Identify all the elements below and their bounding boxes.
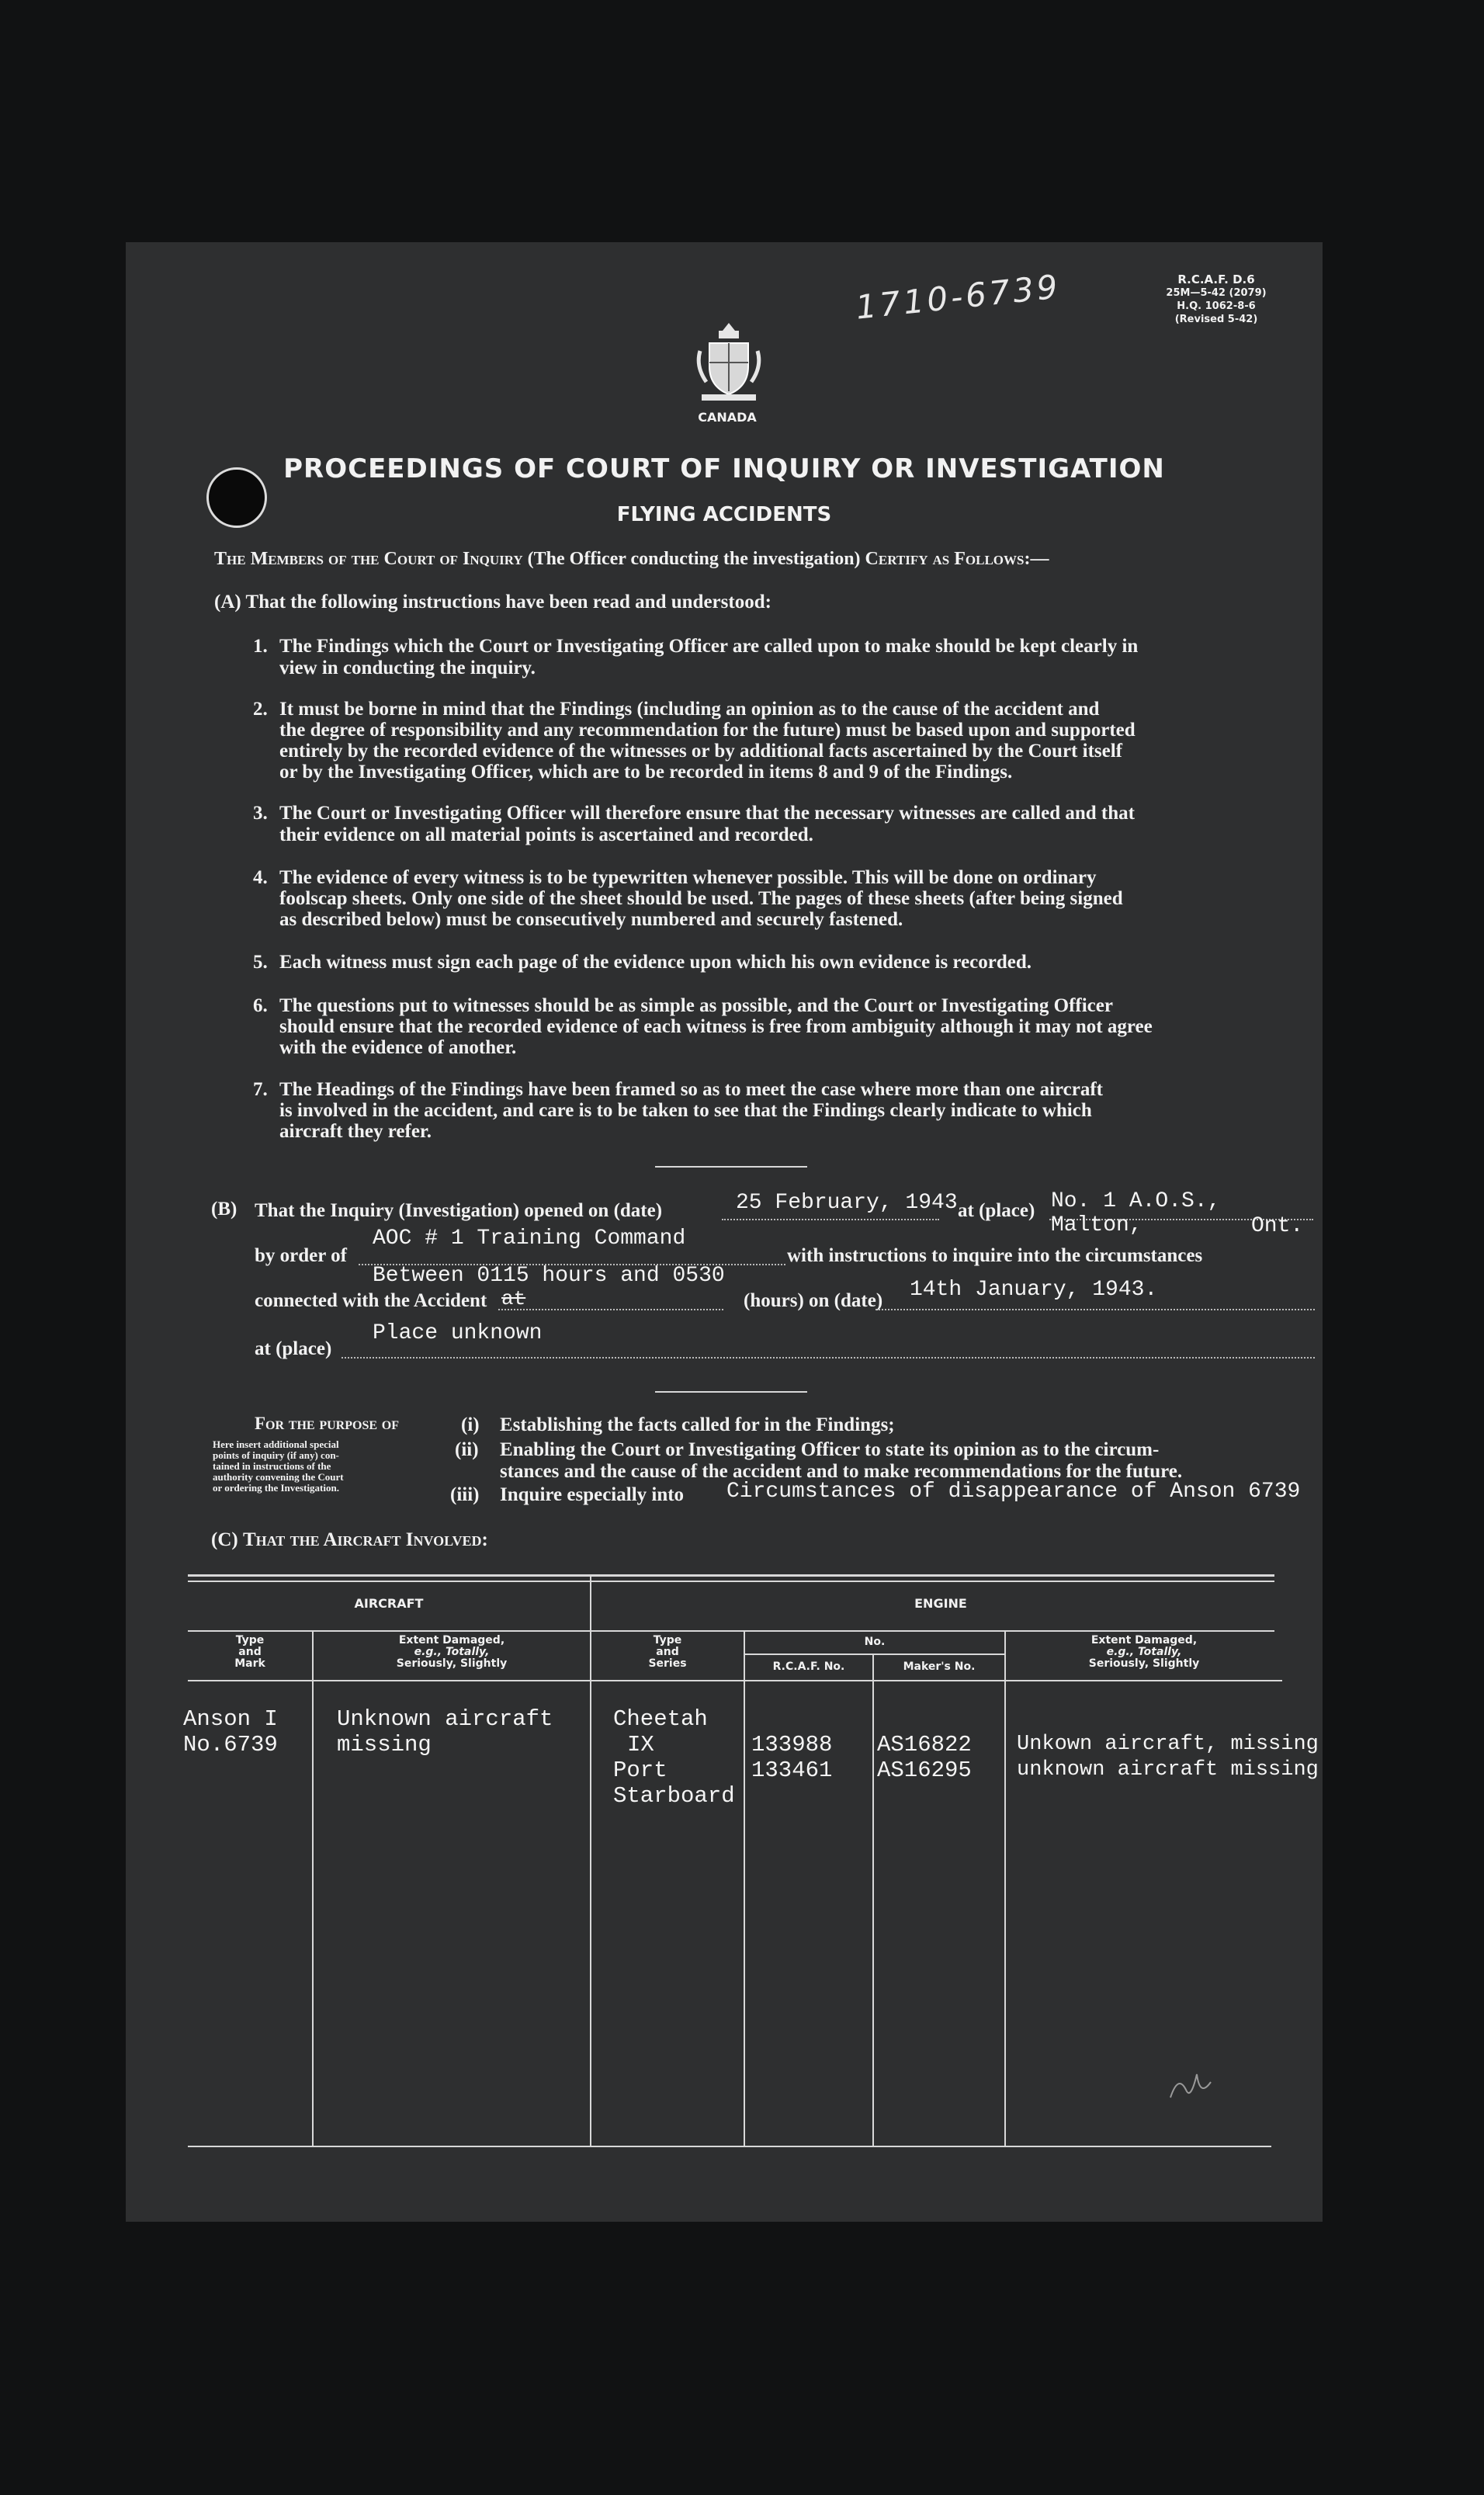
form-title: PROCEEDINGS OF COURT OF INQUIRY OR INVESTIGATION <box>283 453 1165 484</box>
instruction-text <box>279 995 1281 1058</box>
header-line: Extent Damaged, <box>398 1634 505 1647</box>
table-bottom-rule <box>188 2146 1271 2147</box>
instruction-number: 7. <box>253 1079 268 1100</box>
divider <box>655 1166 807 1168</box>
crest-label: CANADA <box>698 410 757 425</box>
col-divider <box>872 1654 874 2146</box>
form-sheet <box>126 242 1323 2222</box>
header-makers-no: Maker's No. <box>903 1660 976 1673</box>
header-engine-type <box>591 1635 744 1670</box>
instruction-number: 5. <box>253 952 268 973</box>
handwritten-mark <box>1163 2051 1225 2113</box>
col-divider <box>1004 1630 1006 2146</box>
section-b-marker: (B) <box>211 1199 238 1220</box>
no-rule <box>745 1654 1004 1655</box>
purpose-item-3: Inquire especially into <box>500 1484 685 1505</box>
table-top-rule <box>188 1574 1274 1577</box>
form-code-line: 25M—5-42 (2079) <box>1166 287 1267 299</box>
cell-line: Port <box>613 1758 667 1783</box>
cell-line: AS16295 <box>877 1758 972 1783</box>
instruction-text <box>279 636 1281 679</box>
group-rule <box>188 1630 1274 1632</box>
instruction-text <box>279 803 1281 846</box>
date-field-line <box>722 1219 939 1220</box>
header-line: Extent Damaged, <box>1090 1634 1198 1647</box>
note-line: tained in instructions of the <box>213 1460 331 1472</box>
col-divider <box>744 1630 745 2146</box>
place-label: at (place) <box>958 1200 1035 1221</box>
purpose-item-3-typed: Circumstances of disappearance of Anson 6739 <box>726 1480 1301 1504</box>
instruction-line: The Headings of the Findings have been framed so as to meet the case where more than one aircraft <box>279 1079 1103 1100</box>
instruction-line: foolscap sheets. Only one side of the sheet should be used. The pages of these sheets (after being signed <box>279 888 1123 909</box>
cell-aircraft-type <box>183 1706 278 1758</box>
header-line: Type <box>653 1634 682 1647</box>
opened-date-value: 25 February, 1943 <box>736 1191 958 1215</box>
certify-lead: The Members of the Court of Inquiry <box>214 549 523 569</box>
header-line: e.g., Totally, <box>1106 1646 1182 1658</box>
instruction-number: 4. <box>253 867 268 888</box>
order-label: by order of <box>255 1245 347 1266</box>
hours-value: Between 0115 hours and 0530 <box>373 1264 725 1288</box>
certify-tail: Certify as Follows:— <box>865 549 1049 569</box>
at-place-value: Place unknown <box>373 1321 543 1345</box>
form-subtitle: FLYING ACCIDENTS <box>616 503 832 526</box>
place-value: No. 1 A.O.S., Malton, <box>1051 1189 1221 1237</box>
purpose-item-2-cont: stances and the cause of the accident and to make recommendations for the future. <box>500 1461 1183 1482</box>
group-engine: ENGINE <box>914 1596 967 1611</box>
purpose-item-1: Establishing the facts called for in the Findings; <box>500 1414 895 1435</box>
group-aircraft: AIRCRAFT <box>354 1596 424 1611</box>
certify-middle: (The Officer conducting the investigation) <box>522 549 865 569</box>
scribble-icon <box>1163 2051 1225 2113</box>
cell-line: Anson I <box>183 1706 278 1732</box>
order-value: AOC # 1 Training Command <box>373 1227 686 1251</box>
purpose-item-3-number: (iii) <box>450 1484 480 1505</box>
instruction-line: It must be borne in mind that the Findings (including an opinion as to the cause of the accident and <box>279 699 1100 720</box>
handwritten-file-number: 1710-6739 <box>854 267 1063 327</box>
table-top-rule-2 <box>188 1581 1274 1582</box>
instruction-line: Each witness must sign each page of the evidence upon which his own evidence is recorded. <box>279 952 1032 973</box>
note-line: points of inquiry (if any) con- <box>213 1449 339 1461</box>
cell-line: missing <box>337 1732 432 1758</box>
header-line: Seriously, Slightly <box>396 1657 508 1670</box>
instruction-line: as described below) must be consecutively numbered and securely fastened. <box>279 909 903 930</box>
instruction-line: the degree of responsibility and any recommendation for the future) must be based upon and supported <box>279 720 1136 741</box>
header-engine-no: No. <box>864 1636 886 1648</box>
opened-label: That the Inquiry (Investigation) opened on (date) <box>255 1200 663 1221</box>
header-engine-damage <box>1006 1635 1282 1670</box>
cell-engine-damage <box>1017 1732 1319 1783</box>
instruction-line: view in conducting the inquiry. <box>279 658 536 678</box>
section-a-text: That the following instructions have been read and understood: <box>245 592 771 612</box>
form-code-line: R.C.A.F. D.6 <box>1177 272 1255 286</box>
cell-aircraft-damage <box>337 1706 553 1758</box>
section-c-marker: (C) <box>211 1529 238 1550</box>
cell-line: No.6739 <box>183 1732 278 1758</box>
header-aircraft-damage <box>314 1635 590 1670</box>
purpose-heading: For the purpose of <box>255 1414 399 1433</box>
cell-line: AS16822 <box>877 1732 972 1758</box>
instruction-text <box>279 952 1281 973</box>
hours-field-line <box>498 1309 723 1310</box>
purpose-item-1-number: (i) <box>461 1414 480 1435</box>
cell-makers-no <box>877 1732 972 1783</box>
header-aircraft-type <box>188 1635 312 1670</box>
form-code <box>1142 273 1290 326</box>
cell-line: 133988 <box>751 1732 833 1758</box>
header-line: e.g., Totally, <box>414 1646 490 1658</box>
accident-date-value: 14th January, 1943. <box>910 1278 1158 1302</box>
instruction-number: 6. <box>253 995 268 1016</box>
cell-line: Cheetah <box>613 1706 708 1732</box>
cell-engine-type <box>613 1706 735 1809</box>
note-line: Here insert additional special <box>213 1438 339 1450</box>
cell-line: Unkown aircraft, missing <box>1017 1733 1319 1756</box>
header-line: and <box>656 1646 679 1658</box>
section-a-marker: (A) <box>214 592 241 612</box>
instruction-line: The evidence of every witness is to be typewritten whenever possible. This will be done on ordinary <box>279 867 1097 888</box>
place-value-2: Ont. <box>1251 1214 1304 1238</box>
crest-icon <box>694 320 764 405</box>
purpose-item-2: Enabling the Court or Investigating Officer to state its opinion as to the circum- <box>500 1439 1160 1460</box>
header-rule <box>188 1680 1282 1681</box>
instruction-text <box>279 1079 1281 1142</box>
canada-crest <box>694 320 764 405</box>
instruction-line: The Court or Investigating Officer will therefore ensure that the necessary witnesses are called and that <box>279 803 1135 824</box>
cell-line: unknown aircraft missing <box>1017 1758 1319 1782</box>
form-code-line: (Revised 5-42) <box>1174 314 1258 325</box>
hours-label: (hours) on (date) <box>744 1290 883 1311</box>
cell-rcaf-no <box>751 1732 832 1783</box>
instruction-line: or by the Investigating Officer, which are to be recorded in items 8 and 9 of the Findings. <box>279 762 1013 783</box>
instruction-line: their evidence on all material points is ascertained and recorded. <box>279 824 813 845</box>
certify-line <box>214 548 1316 570</box>
form-code-line: H.Q. 1062-8-6 <box>1177 300 1256 312</box>
at-place-label: at (place) <box>255 1338 332 1359</box>
header-line: Seriously, Slightly <box>1088 1657 1200 1670</box>
divider <box>655 1391 807 1393</box>
instruction-line: should ensure that the recorded evidence of each witness is free from ambiguity although it may not agree <box>279 1016 1153 1037</box>
section-c-text: That the Aircraft Involved: <box>242 1529 488 1550</box>
instruction-number: 1. <box>253 636 268 657</box>
header-line: Mark <box>234 1657 265 1670</box>
instruction-line: aircraft they refer. <box>279 1121 432 1142</box>
section-a <box>214 592 771 613</box>
instruction-line: entirely by the recorded evidence of the witnesses or by additional facts ascertained by the Court itself <box>279 741 1122 762</box>
header-line: Type <box>235 1634 265 1647</box>
instruction-line: The Findings which the Court or Investigating Officer are called upon to make should be kept clearly in <box>279 636 1139 657</box>
instructions-label: with instructions to inquire into the circumstances <box>787 1245 1203 1266</box>
note-line: authority convening the Court <box>213 1471 344 1483</box>
header-rcaf-no: R.C.A.F. No. <box>772 1660 845 1673</box>
col-divider <box>312 1630 314 2146</box>
header-line: and <box>238 1646 262 1658</box>
instruction-line: is involved in the accident, and care is to be taken to see that the Findings clearly indicate to which <box>279 1100 1092 1121</box>
purpose-item-2-number: (ii) <box>455 1439 479 1460</box>
purpose-note <box>213 1439 430 1494</box>
instruction-line: The questions put to witnesses should be as simple as possible, and the Court or Investigating Officer <box>279 995 1113 1016</box>
cell-line: Starboard <box>613 1783 735 1809</box>
header-line: Series <box>648 1657 687 1670</box>
cell-line: 133461 <box>751 1758 833 1783</box>
cell-line: Unknown aircraft <box>337 1706 553 1732</box>
instruction-number: 2. <box>253 699 268 720</box>
instruction-text <box>279 699 1281 783</box>
at-place-field-line <box>342 1357 1315 1359</box>
cell-line: IX <box>627 1732 654 1758</box>
note-line: or ordering the Investigation. <box>213 1482 339 1494</box>
instruction-text <box>279 867 1281 930</box>
section-c <box>211 1529 488 1551</box>
struck-value: at <box>501 1287 526 1310</box>
instruction-line: with the evidence of another. <box>279 1037 517 1058</box>
instruction-number: 3. <box>253 803 268 824</box>
accident-date-field-line <box>875 1309 1315 1310</box>
connected-label: connected with the Accident <box>255 1290 487 1311</box>
